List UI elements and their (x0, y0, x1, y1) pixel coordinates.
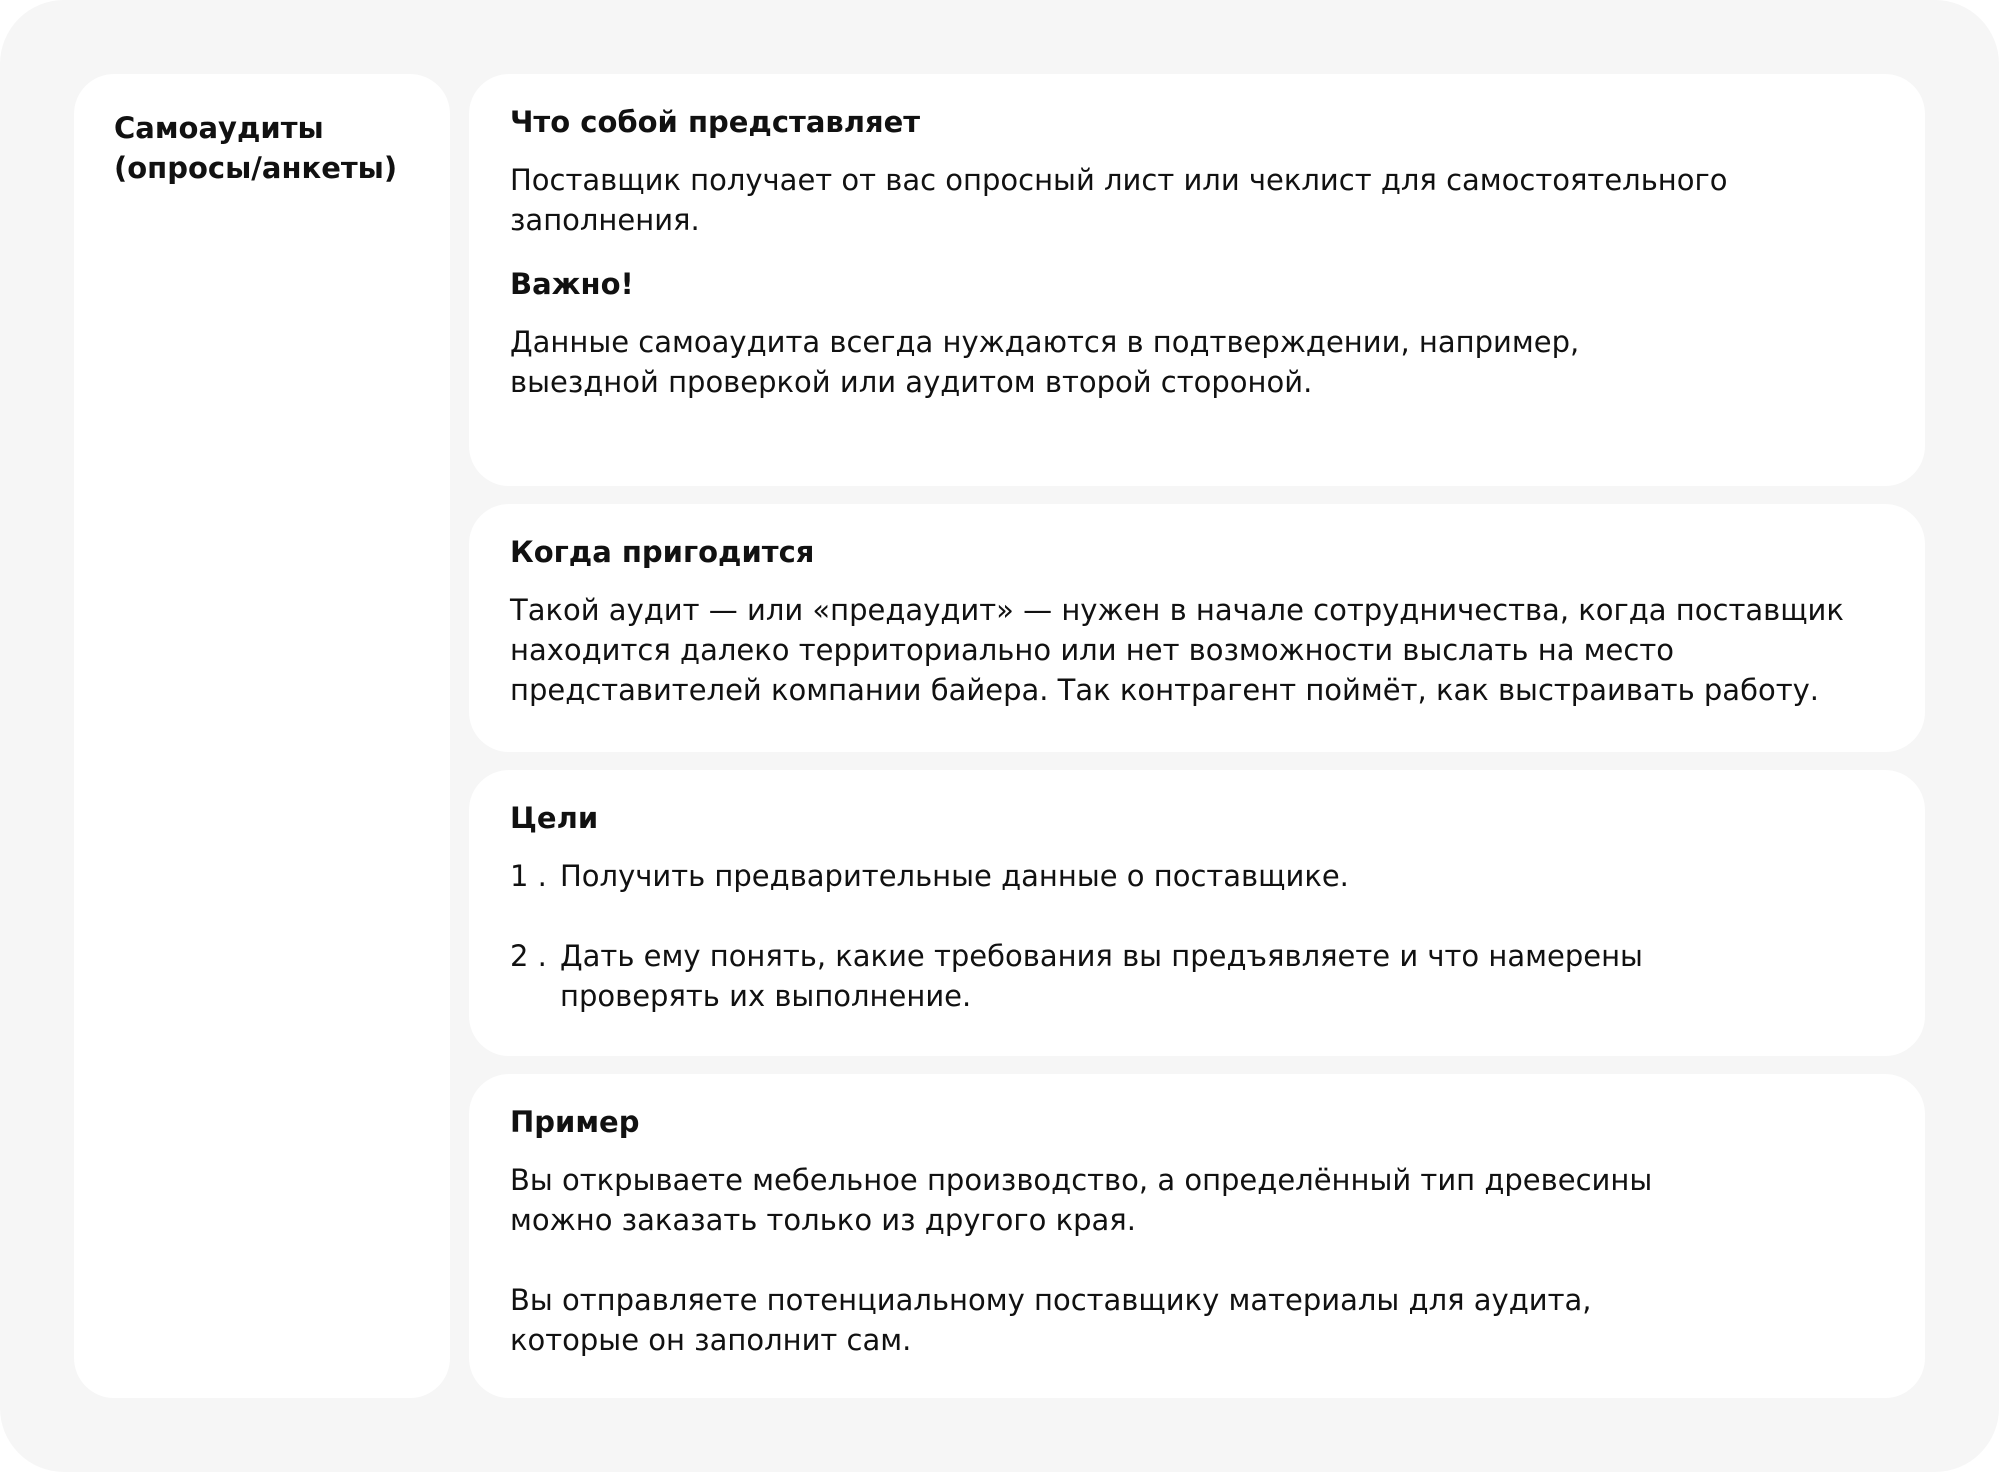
card-when-text: Такой аудит — или «предаудит» — нужен в начале сотрудничества, когда поставщик находится далеко территориально или нет возможности выслать на место представителей компании байера. Так контрагент поймёт, как выстраивать работу. (510, 593, 1844, 707)
card-what-heading: Что собой представляет (510, 105, 921, 139)
goal-item-text: Дать ему понять, какие требования вы предъявляете и что намерены проверять их выполнение. (560, 939, 1643, 1013)
goal-item (510, 936, 1883, 1016)
goals-list (510, 856, 1883, 1016)
card-what-text: Поставщик получает от вас опросный лист или чеклист для самостоятельного заполнения. (510, 163, 1728, 237)
important-text: Данные самоаудита всегда нуждаются в подтверждении, например, выездной проверкой или аудитом второй стороной. (510, 325, 1580, 399)
card-goals (469, 770, 1925, 1056)
goal-item-number: 1 . (510, 859, 547, 893)
sidebar-card (74, 74, 450, 1398)
example-paragraph: Вы открываете мебельное производство, а определённый тип древесины можно заказать только из другого края. (510, 1163, 1653, 1237)
example-paragraph: Вы отправляете потенциальному поставщику материалы для аудита, которые он заполнит сам. (510, 1283, 1592, 1357)
goal-item-number: 2 . (510, 939, 547, 973)
card-what (469, 74, 1925, 486)
card-when-heading: Когда пригодится (510, 535, 815, 569)
important-heading: Важно! (510, 267, 634, 301)
card-example (469, 1074, 1925, 1398)
sidebar-title: Самоаудиты (опросы/анкеты) (114, 111, 398, 185)
card-when (469, 504, 1925, 752)
card-goals-heading: Цели (510, 801, 599, 835)
goal-item-text: Получить предварительные данные о поставщике. (560, 859, 1349, 893)
goal-item (510, 856, 1883, 896)
card-example-heading: Пример (510, 1105, 640, 1139)
